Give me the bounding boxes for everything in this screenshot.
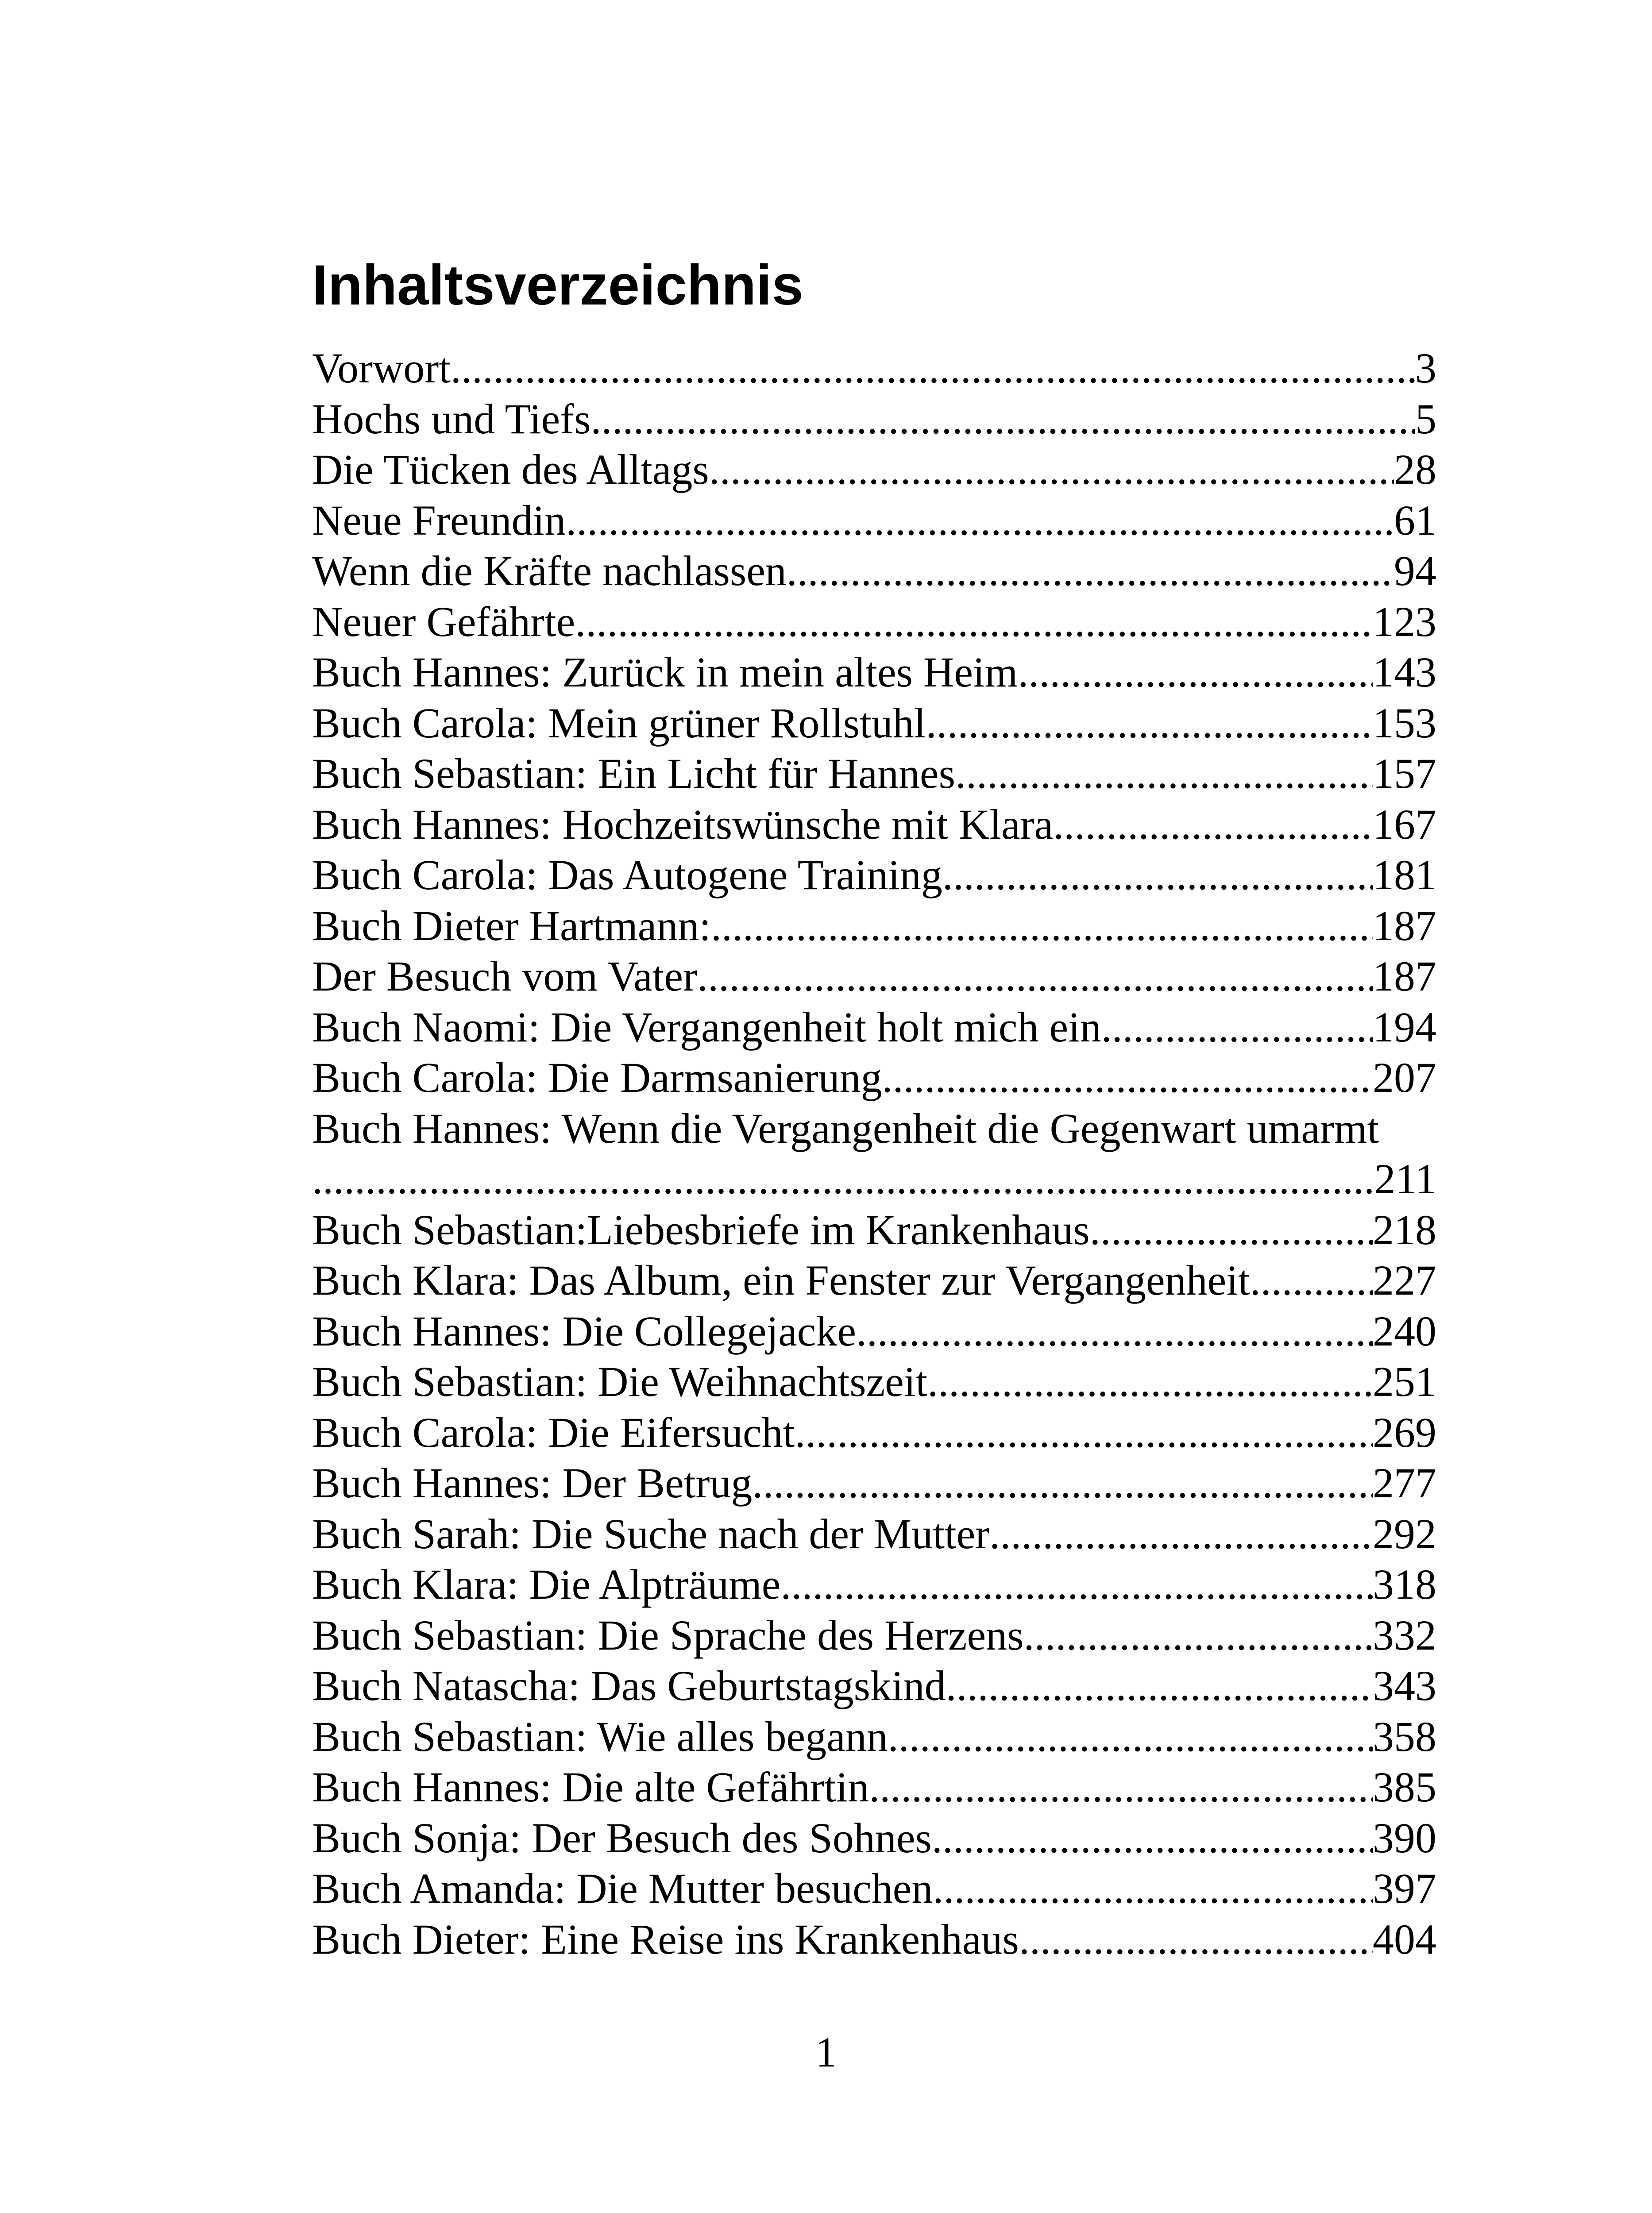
toc-entry-page: 404 <box>1373 1915 1436 1963</box>
toc-entry-page: 187 <box>1373 952 1436 1000</box>
toc-list <box>312 343 1436 1965</box>
toc-entry-page: 123 <box>1373 598 1436 645</box>
toc-entry-page: 218 <box>1373 1206 1436 1253</box>
toc-entry <box>312 1712 1436 1762</box>
toc-leader-dots <box>927 1357 1373 1407</box>
toc-entry-page: 5 <box>1415 395 1436 443</box>
toc-entry <box>312 1813 1436 1864</box>
toc-leader-dots <box>1090 1205 1373 1256</box>
toc-leader-dots <box>989 1509 1373 1560</box>
toc-entry-page: 211 <box>1374 1155 1436 1203</box>
toc-entry <box>312 1306 1436 1357</box>
toc-entry <box>312 343 1436 394</box>
toc-entry <box>312 1205 1436 1256</box>
toc-entry <box>312 1863 1436 1914</box>
toc-entry <box>312 1002 1436 1053</box>
toc-entry-page: 28 <box>1394 446 1436 493</box>
toc-leader-dots <box>888 1712 1373 1762</box>
toc-entry <box>312 1509 1436 1560</box>
toc-entry <box>312 546 1436 597</box>
toc-entry-page: 240 <box>1373 1307 1436 1355</box>
toc-entry-page: 143 <box>1373 648 1436 696</box>
toc-entry-page: 318 <box>1373 1561 1436 1608</box>
toc-entry-title: Buch Klara: Das Album, ein Fenster zur Vergangenheit. <box>312 1257 1261 1304</box>
toc-entry <box>312 951 1436 1002</box>
toc-entry-page: 269 <box>1373 1408 1436 1456</box>
toc-entry <box>312 394 1436 445</box>
toc-entry-page: 157 <box>1373 750 1436 797</box>
toc-entry <box>312 1255 1436 1306</box>
toc-leader-dots <box>312 1154 1374 1205</box>
toc-entry-page: 390 <box>1373 1814 1436 1862</box>
toc-entry-title: Buch Hannes: Der Betrug <box>312 1459 753 1507</box>
toc-entry-page: 385 <box>1373 1763 1436 1811</box>
toc-entry-title: Buch Hannes: Zurück in mein altes Heim <box>312 648 1018 696</box>
toc-entry-page: 277 <box>1373 1459 1436 1507</box>
toc-entry-title: Buch Carola: Das Autogene Training <box>312 851 942 898</box>
toc-entry <box>312 1762 1436 1813</box>
toc-entry-title: Buch Klara: Die Alpträume <box>312 1561 781 1608</box>
toc-entry-page: 227 <box>1373 1257 1436 1304</box>
toc-entry-title: Buch Sebastian: Die Weihnachtszeit <box>312 1358 928 1405</box>
toc-leader-dots <box>711 901 1373 952</box>
toc-entry-page: 332 <box>1373 1611 1436 1659</box>
toc-entry-page: 153 <box>1373 699 1436 747</box>
toc-leader-dots <box>1101 1002 1373 1053</box>
toc-leader-dots <box>451 343 1415 394</box>
toc-entry-page: 397 <box>1373 1865 1436 1912</box>
toc-leader-dots <box>795 1407 1373 1458</box>
toc-leader-dots <box>932 1813 1373 1864</box>
toc-entry <box>312 901 1436 952</box>
toc-entry-title: Buch Carola: Mein grüner Rollstuhl <box>312 699 926 747</box>
toc-entry-page: 343 <box>1373 1662 1436 1709</box>
toc-entry-page: 61 <box>1394 496 1436 544</box>
toc-entry-title: Der Besuch vom Vater <box>312 952 697 1000</box>
page-number: 1 <box>815 2028 837 2076</box>
toc-leader-dots <box>942 850 1373 901</box>
toc-leader-dots <box>780 1559 1373 1610</box>
toc-entry-title: Buch Sonja: Der Besuch des Sohnes <box>312 1814 932 1862</box>
toc-leader-dots <box>946 1661 1373 1712</box>
toc-entry-title: Buch Hannes: Die alte Gefährtin <box>312 1763 869 1811</box>
toc-leader-dots <box>697 951 1373 1002</box>
toc-entry-page: 167 <box>1373 800 1436 848</box>
toc-entry-page: 94 <box>1394 547 1436 594</box>
toc-entry-title: Buch Hannes: Die Collegejacke <box>312 1307 856 1355</box>
toc-entry-title: Hochs und Tiefs <box>312 395 591 443</box>
toc-leader-dots <box>575 597 1373 648</box>
toc-entry-page: 251 <box>1373 1358 1436 1405</box>
toc-entry-title: Neuer Gefährte <box>312 598 575 645</box>
toc-entry-page: 187 <box>1373 902 1436 949</box>
toc-leader-dots <box>709 444 1394 495</box>
toc-entry-page: 207 <box>1373 1054 1436 1101</box>
toc-entry <box>312 1559 1436 1610</box>
toc-entry-title: Wenn die Kräfte nachlassen <box>312 547 787 594</box>
toc-entry <box>312 1458 1436 1509</box>
toc-entry <box>312 1407 1436 1458</box>
toc-entry-title: Buch Natascha: Das Geburtstagskind <box>312 1662 946 1709</box>
toc-entry-title: Buch Hannes: Hochzeitswünsche mit Klara <box>312 800 1054 848</box>
toc-entry-title: Buch Amanda: Die Mutter besuchen <box>312 1865 933 1912</box>
toc-heading: Inhaltsverzeichnis <box>312 254 803 317</box>
toc-entry-title: Die Tücken des Alltags <box>312 446 709 493</box>
toc-entry-title: Buch Dieter: Eine Reise ins Krankenhaus <box>312 1915 1019 1963</box>
toc-entry-title: Neue Freundin <box>312 496 566 544</box>
toc-entry-title: Buch Sebastian: Wie alles begann <box>312 1712 888 1760</box>
toc-leader-dots <box>787 546 1394 597</box>
toc-entry-page: 292 <box>1373 1510 1436 1558</box>
toc-entry <box>312 1357 1436 1407</box>
toc-entry <box>312 647 1436 698</box>
toc-entry <box>312 1914 1436 1965</box>
toc-entry <box>312 444 1436 495</box>
toc-leader-dots <box>926 698 1373 749</box>
toc-leader-dots <box>955 748 1373 799</box>
toc-entry <box>312 799 1436 850</box>
toc-entry <box>312 495 1436 546</box>
toc-entry-title: Buch Naomi: Die Vergangenheit holt mich ein <box>312 1003 1101 1051</box>
toc-entry-title: Buch Carola: Die Eifersucht <box>312 1408 795 1456</box>
toc-entry-page: 358 <box>1373 1712 1436 1760</box>
toc-entry-title: Buch Sebastian: Die Sprache des Herzens <box>312 1611 1024 1659</box>
toc-leader-dots <box>1018 647 1373 698</box>
toc-leader-dots <box>856 1306 1373 1357</box>
toc-leader-dots <box>752 1458 1373 1509</box>
toc-entry-title: Buch Sebastian: Ein Licht für Hannes <box>312 750 955 797</box>
toc-leader-dots <box>566 495 1394 546</box>
toc-entry <box>312 850 1436 901</box>
toc-entry-title: Buch Hannes: Wenn die Vergangenheit die Gegenwart umarmt <box>312 1104 1379 1152</box>
toc-entry <box>312 1661 1436 1712</box>
toc-entry-page: 3 <box>1415 344 1436 392</box>
toc-entry <box>312 1610 1436 1661</box>
toc-entry <box>312 597 1436 648</box>
toc-leader-dots <box>1053 799 1373 850</box>
toc-leader-dots <box>869 1762 1373 1813</box>
toc-leader-dots <box>591 394 1415 445</box>
toc-entry-title: Buch Carola: Die Darmsanierung <box>312 1054 882 1101</box>
toc-entry <box>312 748 1436 799</box>
toc-leader-dots <box>933 1863 1373 1914</box>
toc-entry-page: 194 <box>1373 1003 1436 1051</box>
toc-leader-dots <box>1019 1914 1373 1965</box>
toc-leader-dots <box>1261 1255 1373 1306</box>
toc-entry <box>312 698 1436 749</box>
toc-entry-title: Buch Sarah: Die Suche nach der Mutter <box>312 1510 990 1558</box>
toc-entry-title: Buch Sebastian:Liebesbriefe im Krankenhaus <box>312 1206 1090 1253</box>
toc-leader-dots <box>882 1053 1373 1103</box>
toc-leader-dots <box>1023 1610 1373 1661</box>
toc-entry-title: Buch Dieter Hartmann: <box>312 902 711 949</box>
toc-entry-title: Vorwort <box>312 344 451 392</box>
toc-entry-page: 181 <box>1373 851 1436 898</box>
toc-entry-wrapped <box>312 1103 1436 1205</box>
toc-entry <box>312 1053 1436 1103</box>
